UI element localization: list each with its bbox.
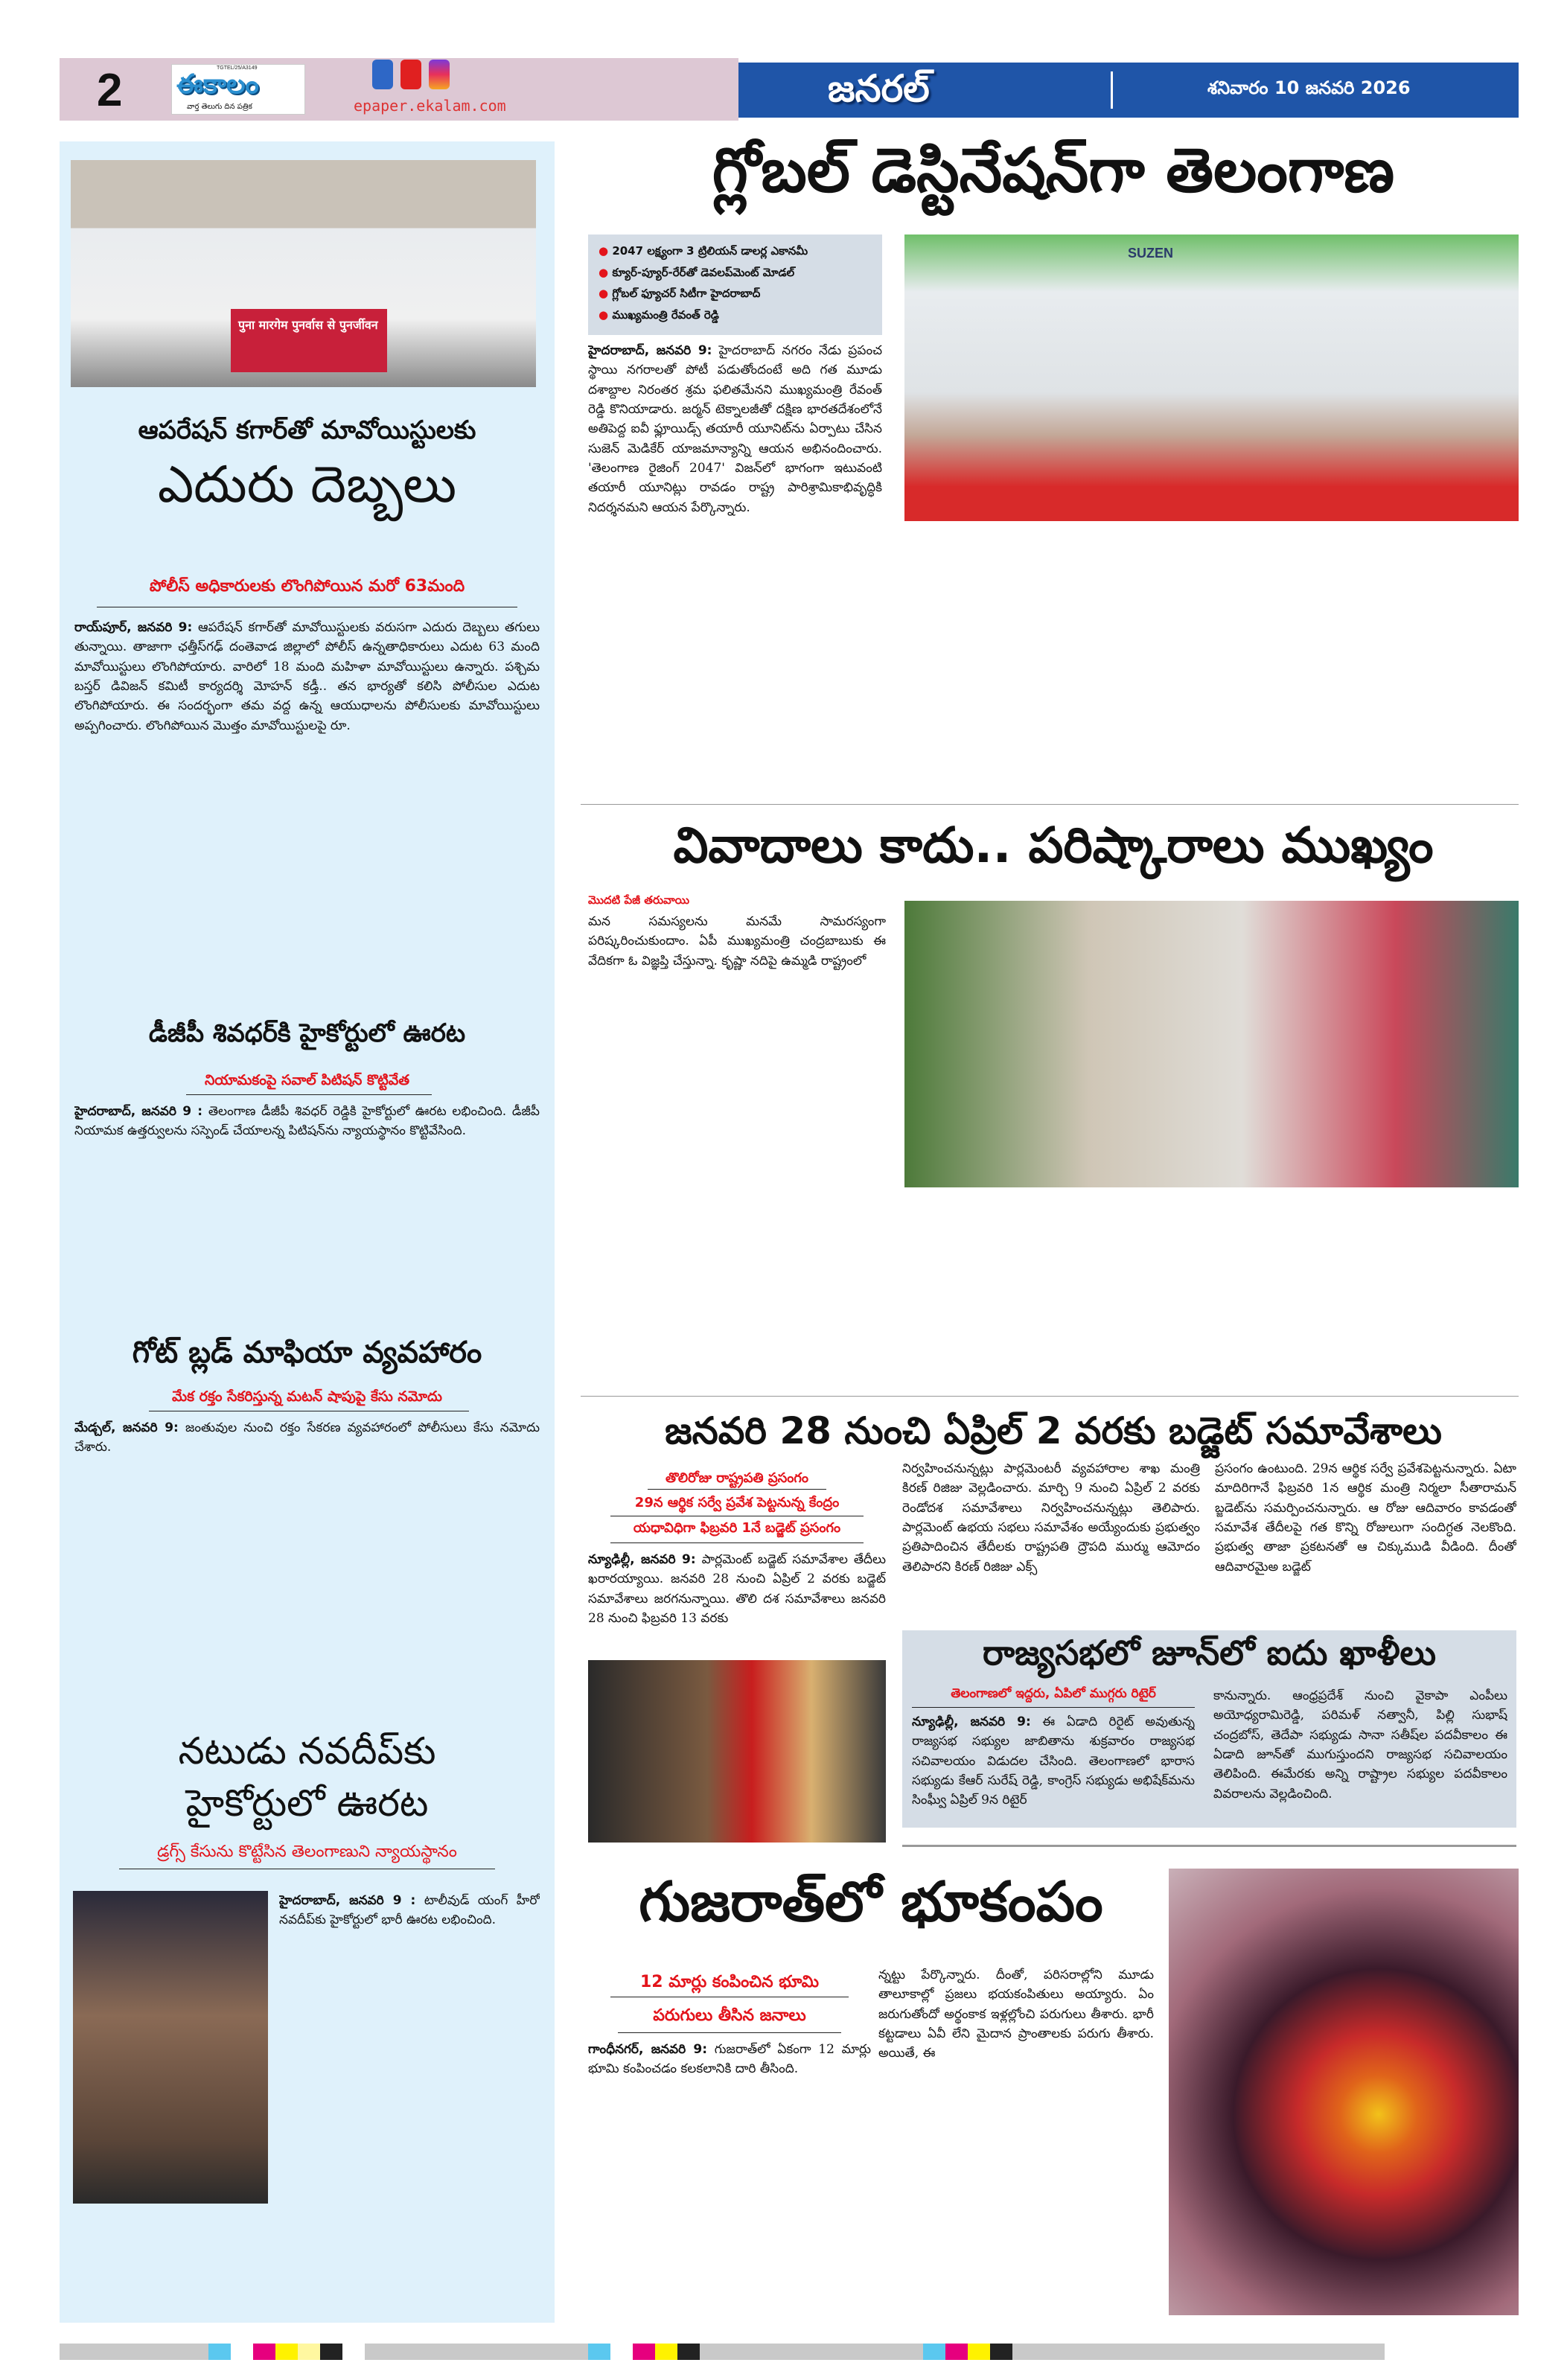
dateline: న్యూఢిల్లీ, జనవరి 9:: [588, 1552, 696, 1567]
dateline: రాయ్‌పూర్, జనవరి 9:: [74, 620, 193, 635]
article-body: [279, 1891, 540, 2204]
navdeep-photo: [73, 1891, 268, 2204]
headline: ఎదురు దెబ్బలు: [157, 456, 457, 514]
banner: पुना मारगेम पुनर्वास से पुनर्जीवन: [231, 309, 387, 372]
subheadline: 29న ఆర్థిక సర్వే ప్రవేశ పెట్టనున్న కేంద్రం: [634, 1495, 840, 1510]
registration-number: TGTEL/25/A3149: [217, 66, 258, 71]
subheadline: యధావిధిగా ఫిబ్రవరి 1నే బడ్జెట్ ప్రసంగం: [633, 1520, 841, 1536]
divider: [581, 1396, 1519, 1397]
subheadline: తొలిరోజు రాష్ట్రపతి ప్రసంగం: [665, 1470, 809, 1486]
headline: హైకోర్టులో ఊరట: [185, 1781, 429, 1825]
dateline: గాంధీనగర్, జనవరి 9:: [588, 2042, 708, 2057]
body-text: నిర్వహించనున్నట్లు పార్లమెంటరీ వ్యవహారాల శాఖ మంత్రి కిరణ్ రిజిజు వెల్లడించారు. మార్చి 9 నుంచి ఏప్రిల్ 2 వరకు రెండోదశ సమావేశాలు నిర్వహించనున్నట్లు తెలిపారు. పార్లమెంట్ ఉభయ సభలు సమావేశం అయ్యేందుకు ప్రభుత్వం ప్రతిపాదించిన తేదీలకు రాష్ట్రపతి ద్రౌపది ముర్ము ఆమోదం తెలిపారని కిరణ్ రిజిజు ఎక్స్: [902, 1461, 1200, 1575]
masthead-left: [60, 58, 738, 121]
article-body: [1215, 1459, 1516, 1619]
print-color-strip: [60, 2344, 1519, 2360]
dateline: హైదరాబాద్, జనవరి 9 :: [74, 1104, 203, 1119]
continued-label: మొదటి పేజీ తరువాయి: [588, 893, 690, 907]
body-text: గుజరాత్‌లో ఏకంగా 12 మార్లు భూమి కంపించడం కలకలానికి దారి తీసింది.: [588, 2042, 871, 2077]
body-text: న్నట్టు పేర్కొన్నారు. దీంతో, పరిసరాల్లోని మూడు తాలూకాల్లో ప్రజలు భయకంపితులు అయ్యారు. ఏం జరుగుతోందో అర్థంకాక ఇళ్లల్లోంచి పరుగులు తీశారు. భారీ కట్టడాలు ఏవీ లేని మైదాన ప్రాంతాలకు పరుగు తీశారు. అయితే, ఈ: [878, 1968, 1154, 2061]
article-body: [588, 2040, 871, 2315]
photo-sign: SUZEN: [1128, 246, 1174, 261]
section-banner: [738, 63, 1519, 118]
article-body: [74, 618, 540, 1005]
body-text: టాలీవుడ్ యంగ్ హీరో నవదీప్‌కు హైకోర్టులో భారీ ఊరట లభించింది.: [279, 1893, 540, 1928]
body-text: తెలంగాణ డీజీపీ శివధర్ రెడ్డికి హైకోర్టులో ఊరట లభించింది. డీజీపీ నియామక ఉత్తర్వులను సస్పెండ్ చేయాలన్న పిటిషన్‌ను న్యాయస్థానం కొట్టివేసింది.: [74, 1104, 540, 1139]
divider: [186, 1094, 432, 1095]
headline: రాజ్యసభలో జూన్‌లో ఐదు ఖాళీలు: [982, 1633, 1437, 1673]
logo-tagline: వార్త తెలుగు దిన పత్రిక: [187, 103, 252, 111]
highlight: ● ముఖ్యమంత్రి రేవంత్ రెడ్డి: [599, 304, 872, 326]
divider: [1111, 71, 1113, 109]
telangana-event-photo: [904, 235, 1519, 521]
facebook-icon[interactable]: [372, 60, 393, 89]
subheadline: డ్రగ్స్ కేసును కొట్టేసిన తెలంగాణుని న్యాయస్థానం: [157, 1843, 457, 1861]
dateline: హైదరాబాద్, జనవరి 9:: [588, 343, 712, 358]
subheadline: 12 మార్లు కంపించిన భూమి: [639, 1973, 820, 1991]
subheadline: పోలీస్ అధికారులకు లొంగిపోయిన మరో 63మంది: [149, 577, 465, 596]
headline: గుజరాత్‌లో భూకంపం: [639, 1870, 1103, 1934]
body-text: ప్రసంగం ఉంటుంది. 29న ఆర్థిక సర్వే ప్రవేశపెట్టనున్నారు. ఏటా మాదిరిగానే ఫిబ్రవరి 1న ఆర్థిక మంత్రి నిర్మలా సీతారామన్ బ్జడెట్‌ను సమర్పించనున్నారు. ఆ రోజు ఆదివారం కావడంతో సమావేశ తేదీలపై గత కొన్ని రోజులుగా సందిగ్ధత నెలకొంది. ప్రభుత్వ తాజా ప్రకటనతో ఆ చిక్కుముడి వీడింది. దీంతో ఆదివారమైఅ బడ్జెట్: [1215, 1461, 1516, 1575]
subheadline: నియామకంపై సవాల్ పిటిషన్ కొట్టివేత: [204, 1072, 410, 1088]
dateline: న్యూఢిల్లీ, జనవరి 9:: [912, 1714, 1031, 1729]
article-body: [1213, 1686, 1507, 1824]
body-text: మన సమస్యలను మనమే సామరస్యంగా పరిష్కరించుకుందాం. ఏపీ ముఖ్యమంత్రి చంద్రబాబుకు ఈ వేదికగా ఓ విజ్ఞప్తి చేస్తున్నా. కృష్ణా నదిపై ఉమ్మడి రాష్ట్రంలో: [588, 914, 886, 969]
headline: నటుడు నవదీప్‌కు: [178, 1729, 436, 1773]
earthquake-graphic: [1169, 1869, 1519, 2315]
headline: ఆపరేషన్ కగార్‌తో మావోయిస్టులకు: [138, 415, 476, 445]
divider: [618, 2032, 841, 2033]
body-text: కానున్నారు. ఆంధ్రప్రదేశ్ నుంచి వైకాపా ఎంపీలు అయోధ్యరామిరెడ్డి, పరిమళ్ నత్వానీ, పిల్లి సుభాష్ చంద్రబోస్, తెదేపా సభ్యుడు సానా సతీష్‌ల పదవీకాలం ఈ ఏడాది జూన్‌తో ముగుస్తుందని రాజ్యసభ సచివాలయం తెలిపింది. ఈమేరకు అన్ని రాష్ట్రాల సభ్యుల పదవీకాలం వివరాలను వెల్లడించింది.: [1213, 1688, 1507, 1802]
social-icons: [372, 60, 450, 89]
divider: [902, 1845, 1516, 1847]
article-body: [588, 912, 886, 1388]
instagram-icon[interactable]: [429, 60, 450, 89]
headline: వివాదాలు కాదు.. పరిష్కారాలు ముఖ్యం: [673, 817, 1434, 874]
highlight: ● 2047 లక్ష్యంగా 3 ట్రిలియన్ డాలర్ల ఎకానమీ: [599, 240, 872, 262]
body-text: జంతువుల నుంచి రక్తం సేకరణ వ్యవహారంలో పోలీసులు కేసు నమోదు చేశారు.: [74, 1420, 540, 1455]
youtube-icon[interactable]: [400, 60, 421, 89]
epaper-link[interactable]: epaper.ekalam.com: [354, 97, 506, 115]
section-title: జనరల్: [828, 67, 930, 110]
highlight: ● గ్లోబల్ ఫ్యూచర్ సిటీగా హైదరాబాద్: [599, 283, 872, 304]
subheadline: తెలంగాణలో ఇద్దరు, ఏపిలో ముగ్గరు రిటైర్: [951, 1686, 1156, 1701]
headline: గోట్ బ్లడ్ మాఫియా వ్యవహారం: [132, 1336, 482, 1370]
divider: [610, 1542, 864, 1543]
article-body: [588, 341, 882, 788]
cm-meeting-photo: [904, 901, 1519, 1187]
maoist-surrender-photo: [71, 160, 536, 387]
headline: డీజీపీ శివధర్‌కి హైకోర్టులో ఊరట: [148, 1018, 466, 1048]
article-body: [912, 1712, 1195, 1824]
issue-date: శనివారం 10 జనవరి 2026: [1207, 77, 1411, 98]
subheadline: మేక రక్తం సేకరిస్తున్న మటన్ షాపుపై కేసు నమోదు: [172, 1388, 442, 1405]
article-body: [74, 1102, 540, 1318]
body-text: పార్లమెంట్ బడ్జెట్ సమావేశాల తేదీలు ఖరారయ్యాయి. జనవరి 28 నుంచి ఏప్రిల్ 2 వరకు బడ్జెట్ సమావేశాలు జరగనున్నాయి. తొలి దశ సమావేశాలు జనవరి 28 నుంచి ఫిబ్రవరి 13 వరకు: [588, 1552, 886, 1627]
headline: జనవరి 28 నుంచి ఏప్రిల్ 2 వరకు బడ్జెట్ సమావేశాలు: [665, 1409, 1442, 1452]
body-text: ఆపరేషన్ కగార్‌తో మావోయిస్టులకు వరుసగా ఎదురు దెబ్బలు తగులు తున్నాయి. తాజాగా ఛత్తీస్‌గఢ్ దంతెవాడ జిల్లాలో పోలీస్ ఉన్నతాధికారులు ఎదుట 63 మంది మావోయిస్టులు లొంగిపోయారు. వారిలో 18 మంది మహిళా మావోయిస్టులు ఉన్నారు. పశ్చిమ బస్తర్ డివిజన్ కమిటీ కార్యదర్శి మోహన్ కడ్తీ.. తన భార్యతో కలిసి పోలీసుల ఎదుట లొంగిపోయారు. ఈ సందర్భంగా తమ వద్ద ఉన్న ఆయుధాలను పోలీసులకు మావోయిస్టులు అప్పగించారు. లొంగిపోయిన మొత్తం మావోయిస్టులపై రూ.: [74, 620, 540, 733]
article-body: [74, 1418, 540, 1716]
finance-minister-photo: [588, 1660, 886, 1843]
page-number: 2: [97, 65, 123, 116]
newspaper-logo: [171, 64, 305, 115]
divider: [648, 1489, 826, 1490]
highlights-box: [588, 235, 882, 335]
divider: [912, 1707, 1195, 1708]
article-body: [902, 1459, 1200, 1619]
dateline: హైదరాబాద్, జనవరి 9 :: [279, 1893, 416, 1908]
divider: [581, 804, 1519, 805]
subheadline: పరుగులు తీసిన జనాలు: [653, 2006, 806, 2025]
body-text: హైదరాబాద్ నగరం నేడు ప్రపంచ స్థాయి నగరాలతో పోటీ పడుతోందంటే అది గత మూడు దశాబ్దాల నిరంతర శ్రమ ఫలితమేనని ముఖ్యమంత్రి రేవంత్ రెడ్డి కొనియాడారు. జర్మన్ టెక్నాలజీతో దక్షిణ భారతదేశంలోనే అతిపెద్ద ఐవీ ఫ్లూయిడ్స్ తయారీ యూనిట్‌ను ఏర్పాటు చేసిన సుజెన్ మెడికేర్ యాజమాన్యాన్ని ఆయన అభినందించారు. 'తెలంగాణ రైజింగ్ 2047' విజన్‌లో భాగంగా ఇటువంటి తయారీ యూనిట్లు రావడం రాష్ట్ర పారిశ్రామికాభివృద్ధికి నిదర్శనమని ఆయన పేర్కొన్నారు.: [588, 343, 882, 515]
dateline: మేడ్చల్, జనవరి 9:: [74, 1420, 179, 1435]
highlight: ● క్యూర్-ప్యూర్-రేర్‌తో డెవలప్‌మెంట్ మోడల్: [599, 262, 872, 284]
lead-headline: గ్లోబల్ డెస్టినేషన్‌గా తెలంగాణ: [712, 135, 1395, 206]
body-text: ఈ ఏడాది రిరైట్ అవుతున్న రాజ్యసభ సభ్యుల జాబితాను శుక్రవారం రాజ్యసభ సచివాలయం విడుదల చేసింది. తెలంగాణలో భారాస సభ్యుడు కేఆర్ సురేష్ రెడ్డి, కాంగ్రెస్ సభ్యుడు అభిషేక్‌మను సింఘ్వీ ఏప్రిల్ 9న రిటైర్: [912, 1714, 1195, 1808]
article-body: [588, 1550, 886, 1654]
article-body: [878, 1965, 1154, 2315]
logo-text: ఈకాలం: [176, 69, 259, 100]
